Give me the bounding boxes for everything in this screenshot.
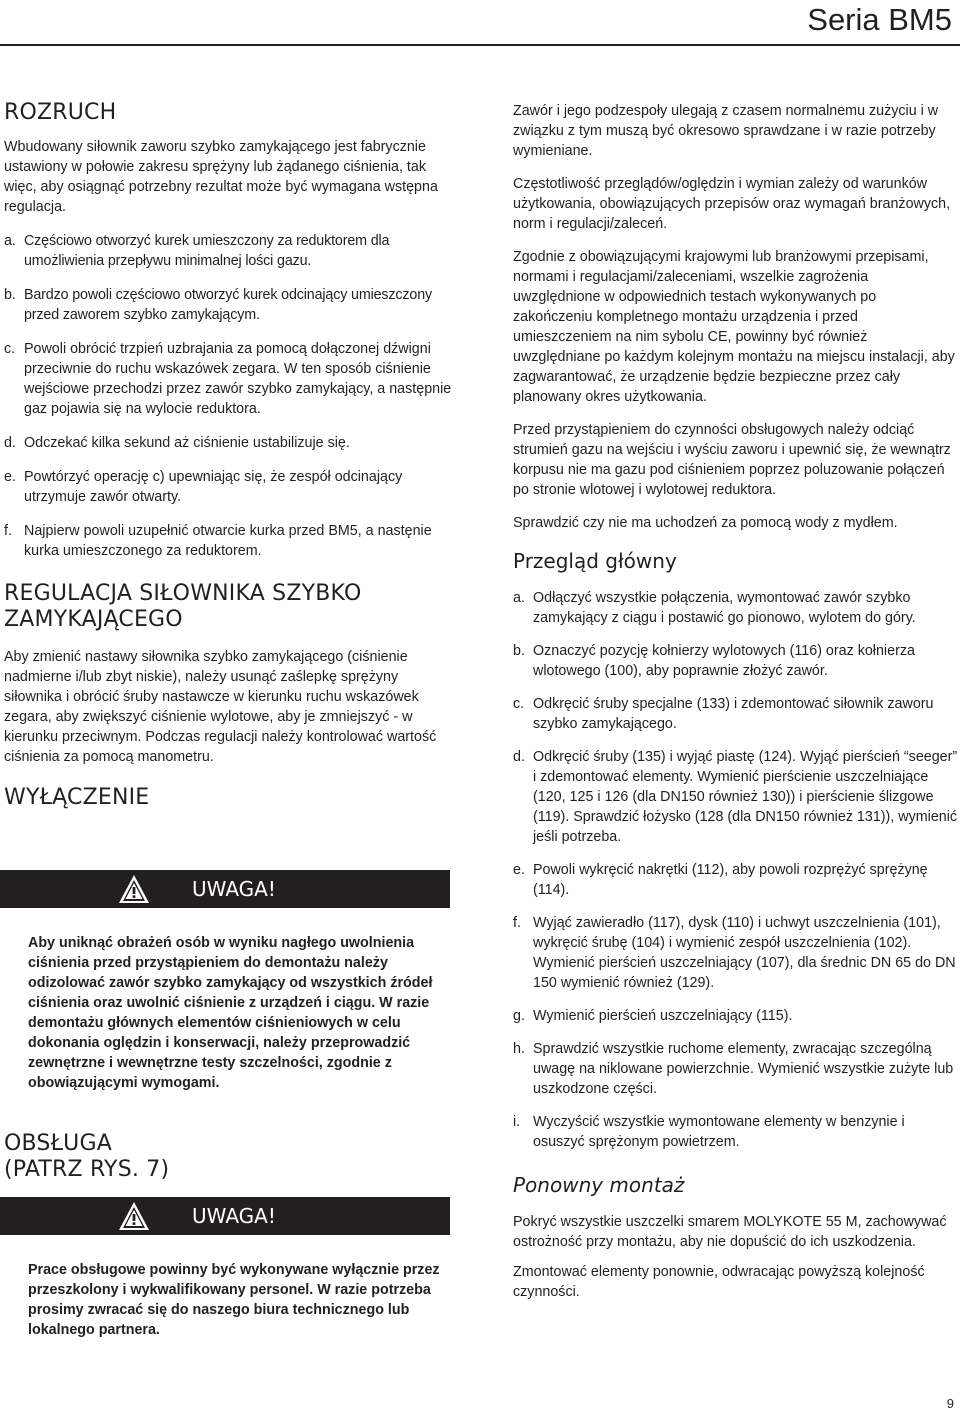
item-label: d. bbox=[513, 749, 525, 765]
item-label: f. bbox=[513, 915, 521, 931]
header-rule bbox=[0, 44, 960, 46]
rozruch-item-c bbox=[4, 339, 454, 419]
item-text: Najpierw powoli uzupełnić otwarcie kurka przed BM5, a nastęnie kurka umieszczonego za reduktorem. bbox=[24, 523, 432, 559]
right-paragraph-1: Zawór i jego podzespoły ulegają z czasem normalnemu zużyciu i w związku z tym muszą być okresowo sprawdzane i w razie potrzeby wymieniane. bbox=[513, 103, 939, 159]
item-text: Oznaczyć pozycję kołnierzy wylotowych (116) oraz kołnierza wlotowego (100), aby poprawnie złożyć zawór. bbox=[533, 643, 915, 679]
rozruch-title: ROZRUCH bbox=[4, 100, 117, 125]
obsluga-title-line2: (PATRZ RYS. 7) bbox=[4, 1157, 170, 1182]
item-label: a. bbox=[513, 590, 525, 606]
przeglad-item-e bbox=[513, 860, 958, 900]
warning-label: UWAGA! bbox=[192, 877, 276, 901]
warning-label: UWAGA! bbox=[192, 1204, 276, 1228]
ponowny-paragraph-1: Pokryć wszystkie uszczelki smarem MOLYKOTE 55 M, zachowywać ostrożność przy montażu, aby nie dopuścić do ich uszkodzenia. bbox=[513, 1214, 947, 1250]
item-text: Odczekać kilka sekund aż ciśnienie ustabilizuje się. bbox=[24, 435, 350, 451]
page-number: 9 bbox=[946, 1396, 954, 1411]
item-text: Sprawdzić wszystkie ruchome elementy, zwracając szczególną uwagę na niklowane powierzchnie. Wymienić wszystkie zużyte lub uszkodzone części. bbox=[533, 1041, 954, 1097]
rozruch-item-b bbox=[4, 285, 454, 325]
warning-bar-shutdown bbox=[0, 870, 450, 908]
item-label: e. bbox=[513, 862, 525, 878]
rozruch-item-a bbox=[4, 231, 454, 271]
item-text: Wyjąć zawieradło (117), dysk (110) i uchwyt uszczelnienia (101), wykręcić śrubę (104) i wymienić zespół uszczelnienia (102). Wymienić pierścień uszczelniający (107), dla średnic DN 65 do DN 150 wymienić również (129). bbox=[533, 915, 956, 991]
rozruch-item-f bbox=[4, 521, 454, 561]
series-title: Seria BM5 bbox=[807, 2, 952, 37]
ponowny-paragraph-2: Zmontować elementy ponownie, odwracając powyższą kolejność czynności. bbox=[513, 1264, 925, 1300]
rozruch-item-e bbox=[4, 467, 454, 507]
item-label: g. bbox=[513, 1008, 525, 1024]
przeglad-item-f bbox=[513, 913, 958, 993]
right-paragraph-3: Zgodnie z obowiązującymi krajowymi lub branżowymi przepisami, normami i regulacjami/zaleceniami, wszelkie zagrożenia uwzględnione w odpowiednich testach wykonywanych po zakończeniu kompletnego montażu urządzenia i przed umieszczeniem na nim sybolu CE, powinny być również uwzględniane po każdym kolejnym montażu na miejscu instalacji, aby zagwarantować, że urządzenie będzie bezpieczne przez cały planowany okres użytkowania. bbox=[513, 249, 955, 405]
item-label: h. bbox=[513, 1041, 525, 1057]
przeglad-item-a bbox=[513, 588, 958, 628]
regulacja-text: Aby zmienić nastawy siłownika szybko zamykającego (ciśnienie nadmierne i/lub zbyt niskie), należy usunąć zaślepkę sprężyny siłownika i obrócić śruby nastawcze w kierunku ruchu wskazówek zegara, aby zwiększyć ciśnienie wylotowe, aby je zmniejszyć - w kierunku przeciwnym. Podczas regulacji należy kontrolować wartość ciśnienia za pomocą manometru. bbox=[4, 649, 437, 765]
item-text: Wyczyścić wszystkie wymontowane elementy w benzynie i osuszyć sprężonym powietrzem. bbox=[533, 1114, 905, 1150]
warning-triangle-icon bbox=[118, 1201, 150, 1231]
item-text: Odłączyć wszystkie połączenia, wymontować zawór szybko zamykający z ciągu i postawić go pionowo, wylotem do góry. bbox=[533, 590, 916, 626]
right-column bbox=[513, 96, 958, 1302]
regulacja-title bbox=[4, 581, 454, 633]
obsluga-title bbox=[4, 1131, 169, 1183]
przeglad-item-g bbox=[513, 1006, 958, 1026]
przeglad-item-d bbox=[513, 747, 958, 847]
item-label: b. bbox=[513, 643, 525, 659]
item-text: Powoli wykręcić nakrętki (112), aby powoli rozprężyć sprężynę (114). bbox=[533, 862, 928, 898]
item-text: Powtórzyć operację c) upewniając się, że zespół odcinający utrzymuje zawór otwarty. bbox=[24, 469, 403, 505]
item-label: c. bbox=[513, 696, 525, 712]
item-label: i. bbox=[513, 1114, 521, 1130]
rozruch-item-d bbox=[4, 433, 454, 453]
right-paragraph-2: Częstotliwość przeglądów/oględzin i wymian zależy od warunków użytkowania, obowiązujących przepisów oraz wymagań branżowych, norm i regulacji/zaleceń. bbox=[513, 176, 951, 232]
przeglad-item-c bbox=[513, 694, 958, 734]
przeglad-title: Przegląd główny bbox=[513, 549, 677, 573]
warning-text-maintenance: Prace obsługowe powinny być wykonywane wyłącznie przez przeszkolony i wykwalifikowany personel. W razie potrzeba prosimy zwracać się do naszego biura technicznego lub lokalnego partnera. bbox=[28, 1262, 440, 1338]
warning-bar-maintenance bbox=[0, 1197, 450, 1235]
left-column bbox=[4, 96, 454, 811]
przeglad-item-i bbox=[513, 1112, 958, 1152]
right-paragraph-4: Przed przystąpieniem do czynności obsługowych należy odciąć strumień gazu na wejściu i wyściu zaworu i upewnić się, że wewnątrz korpusu nie ma gazu pod ciśnieniem poprzez poluzowanie połączeń po stronie wlotowej i wylotowej reduktora. bbox=[513, 422, 951, 498]
item-text: Odkręcić śruby specjalne (133) i zdemontować siłownik zaworu szybko zamykającego. bbox=[533, 696, 934, 732]
rozruch-intro: Wbudowany siłownik zaworu szybko zamykającego jest fabrycznie ustawiony w połowie zakresu sprężyny lub żądanego ciśnienia, tak więc, aby osiągnąć potrzebny rezultat może być wymagana wstępna regulacja. bbox=[4, 139, 438, 215]
obsluga-title-line1: OBSŁUGA bbox=[4, 1131, 112, 1156]
right-paragraph-5: Sprawdzić czy nie ma uchodzeń za pomocą wody z mydłem. bbox=[513, 515, 898, 531]
warning-text-shutdown: Aby uniknąć obrażeń osób w wyniku nagłego uwolnienia ciśnienia przed przystąpieniem do demontażu należy odizolować zawór szybko zamykający od wszystkich źródeł ciśnienia oraz uwolnić ciśnienie z urządzeń i ciągu. W razie demontażu głównych elementów ciśnieniowych w celu dokonania oględzin i konserwacji, należy przeprowadzić zewnętrzne i wewnętrzne testy szczelności, zgodnie z obowiązującymi wymogami. bbox=[28, 935, 433, 1091]
item-label: f. bbox=[4, 523, 12, 539]
page-header bbox=[0, 0, 960, 48]
item-label: b. bbox=[4, 287, 16, 303]
warning-triangle-icon bbox=[118, 874, 150, 904]
item-text: Częściowo otworzyć kurek umieszczony za reduktorem dla umożliwienia przepływu minimalnej lości gazu. bbox=[24, 233, 390, 269]
regulacja-title-line1: REGULACJA SIŁOWNIKA SZYBKO bbox=[4, 581, 362, 606]
item-text: Bardzo powoli częściowo otworzyć kurek odcinający umieszczony przed zaworem szybko zamykającym. bbox=[24, 287, 433, 323]
item-label: a. bbox=[4, 233, 16, 249]
item-text: Powoli obrócić trzpień uzbrajania za pomocą dołączonej dźwigni przeciwnie do ruchu wskazówek zegara. W ten sposób ciśnienie wejściowe przechodzi przez zawór szybko zamykający, a następnie gaz pojawia się na wylocie reduktora. bbox=[24, 341, 452, 417]
ponowny-montaz-title: Ponowny montaż bbox=[513, 1173, 685, 1197]
przeglad-item-b bbox=[513, 641, 958, 681]
item-label: e. bbox=[4, 469, 16, 485]
item-text: Odkręcić śruby (135) i wyjąć piastę (124). Wyjąć pierścień “seeger” i zdemontować elementy. Wymienić pierścienie uszczelniające (120, 125 i 126 (dla DN150 również 130)) i pierścienie ślizgowe (119). Sprawdzić łożysko (128 (dla DN150 również 131)), wymienić jeśli potrzeba. bbox=[533, 749, 958, 845]
item-text: Wymienić pierścień uszczelniający (115). bbox=[533, 1008, 793, 1024]
wylaczenie-title: WYŁĄCZENIE bbox=[4, 785, 150, 810]
item-label: c. bbox=[4, 341, 16, 357]
regulacja-title-line2: ZAMYKAJĄCEGO bbox=[4, 607, 183, 632]
item-label: d. bbox=[4, 435, 16, 451]
przeglad-item-h bbox=[513, 1039, 958, 1099]
